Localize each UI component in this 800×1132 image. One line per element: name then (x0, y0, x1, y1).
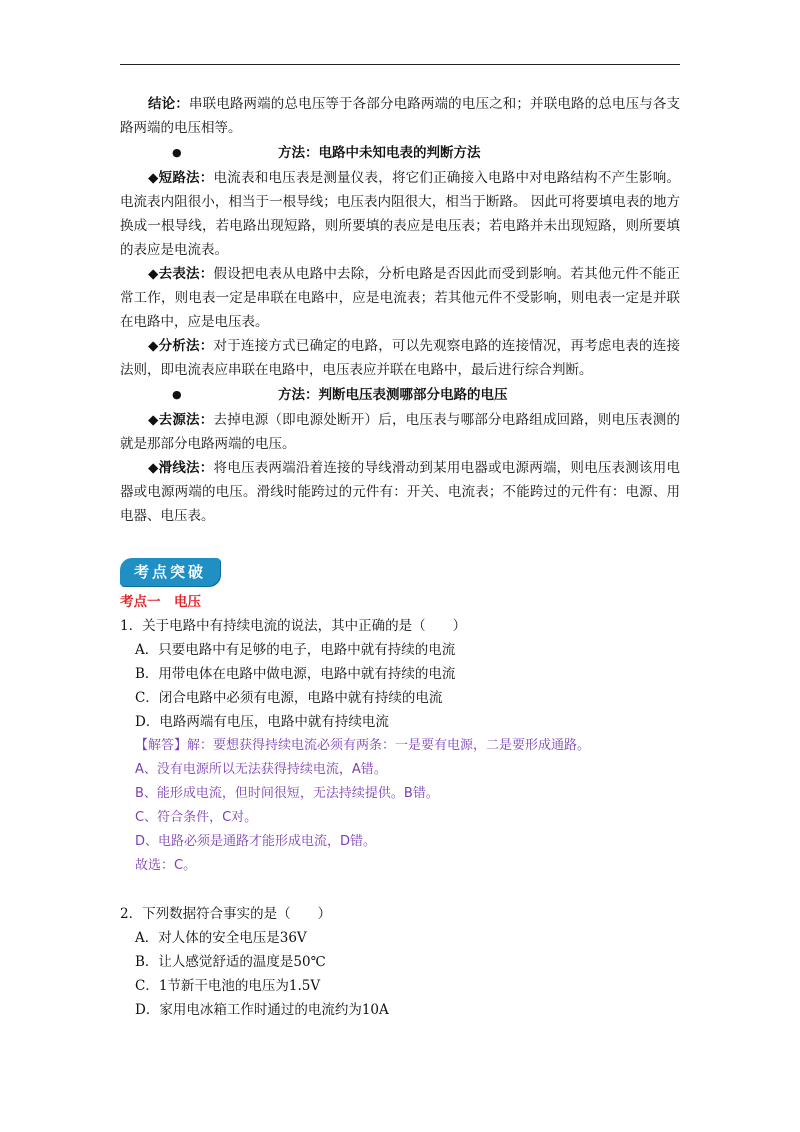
method-item-label: ◆去表法： (148, 266, 214, 282)
question-option: D．家用电冰箱工作时通过的电流约为10A (135, 1002, 389, 1018)
question-option: C．1节新干电池的电压为1.5V (135, 978, 321, 994)
method-title-1: 方法：电路中未知电表的判断方法 (278, 145, 481, 161)
method-heading-2 (120, 383, 680, 407)
header-rule (120, 64, 680, 65)
method-item (120, 334, 680, 382)
document-body (120, 92, 680, 1022)
question-option: B．让人感觉舒适的温度是50℃ (135, 954, 326, 970)
method-item-text: 将电压表两端沿着连接的导线滑动到某用电器或电源两端，则电压表测该用电器或电源两端的电压。滑线时能跨过的元件有：开关、电流表；不能跨过的元件有：电源、用电器、电压表。 (120, 460, 680, 524)
answer-line: A、没有电源所以无法获得持续电流，A错。 (135, 762, 387, 777)
method-item-text: 假设把电表从电路中去除，分析电路是否因此而受到影响。若其他元件不能正常工作，则电表一定是串联在电路中，应是电流表；若其他元件不受影响，则电表一定是并联在电路中，应是电压表。 (120, 266, 680, 330)
method-item-label: ◆滑线法： (148, 460, 214, 476)
section-banner: 考点突破 (120, 558, 220, 586)
method-item-text: 电流表和电压表是测量仪表，将它们正确接入电路中对电路结构不产生影响。电流表内阻很小，相当于一根导线；电压表内阻很大，相当于断路。 因此可将要填电表的地方换成一根导线，若电路出现短路，则所要填的表应是电压表；若电路并未出现短路，则所要填的表应是电流表。 (120, 170, 680, 258)
method-title-2: 方法：判断电压表测哪部分电路的电压 (278, 387, 508, 403)
method-item (120, 456, 680, 528)
question-option: A．对人体的安全电压是36V (135, 930, 307, 946)
conclusion-text: 串联电路两端的总电压等于各部分电路两端的电压之和；并联电路的总电压与各支路两端的电压相等。 (120, 96, 681, 136)
method-item-label: ◆分析法： (148, 338, 214, 354)
bullet-icon: ● (172, 146, 182, 159)
question-2-stem: 2．下列数据符合事实的是（ ） (120, 906, 332, 922)
answer-line: D、电路必须是通路才能形成电流，D错。 (135, 834, 377, 849)
question-option: A．只要电路中有足够的电子，电路中就有持续的电流 (135, 642, 456, 658)
method-item-text: 去掉电源（即电源处断开）后，电压表与哪部分电路组成回路，则电压表测的就是那部分电路两端的电压。 (120, 412, 680, 452)
method-item-text: 对于连接方式已确定的电路，可以先观察电路的连接情况，再考虑电表的连接法则，即电流表应串联在电路中，电压表应并联在电路中，最后进行综合判断。 (120, 338, 680, 378)
method-item-label: ◆去源法： (148, 412, 214, 428)
answer-line: B、能形成电流，但时间很短，无法持续提供。B错。 (135, 786, 439, 801)
method-item (120, 408, 680, 456)
question-option: B．用带电体在电路中做电源，电路中就有持续的电流 (135, 666, 456, 682)
method-heading-1 (120, 141, 680, 165)
question-option: D．电路两端有电压，电路中就有持续电流 (135, 714, 389, 730)
topic-heading: 考点一 电压 (120, 594, 201, 610)
answer-line: 【解答】解：要想获得持续电流必须有两条：一是要有电源，二是要形成通路。 (135, 738, 591, 753)
question-1-stem: 1．关于电路中有持续电流的说法，其中正确的是（ ） (120, 618, 467, 634)
answer-line: 故选：C。 (135, 858, 197, 873)
conclusion-paragraph (120, 92, 680, 140)
answer-line: C、符合条件，C对。 (135, 810, 258, 825)
spacer (120, 878, 680, 902)
method-item (120, 262, 680, 334)
bullet-icon: ● (172, 388, 182, 401)
question-option: C．闭合电路中必须有电源，电路中就有持续的电流 (135, 690, 443, 706)
method-item (120, 166, 680, 262)
conclusion-label: 结论： (148, 96, 189, 112)
method-item-label: ◆短路法： (148, 170, 214, 186)
